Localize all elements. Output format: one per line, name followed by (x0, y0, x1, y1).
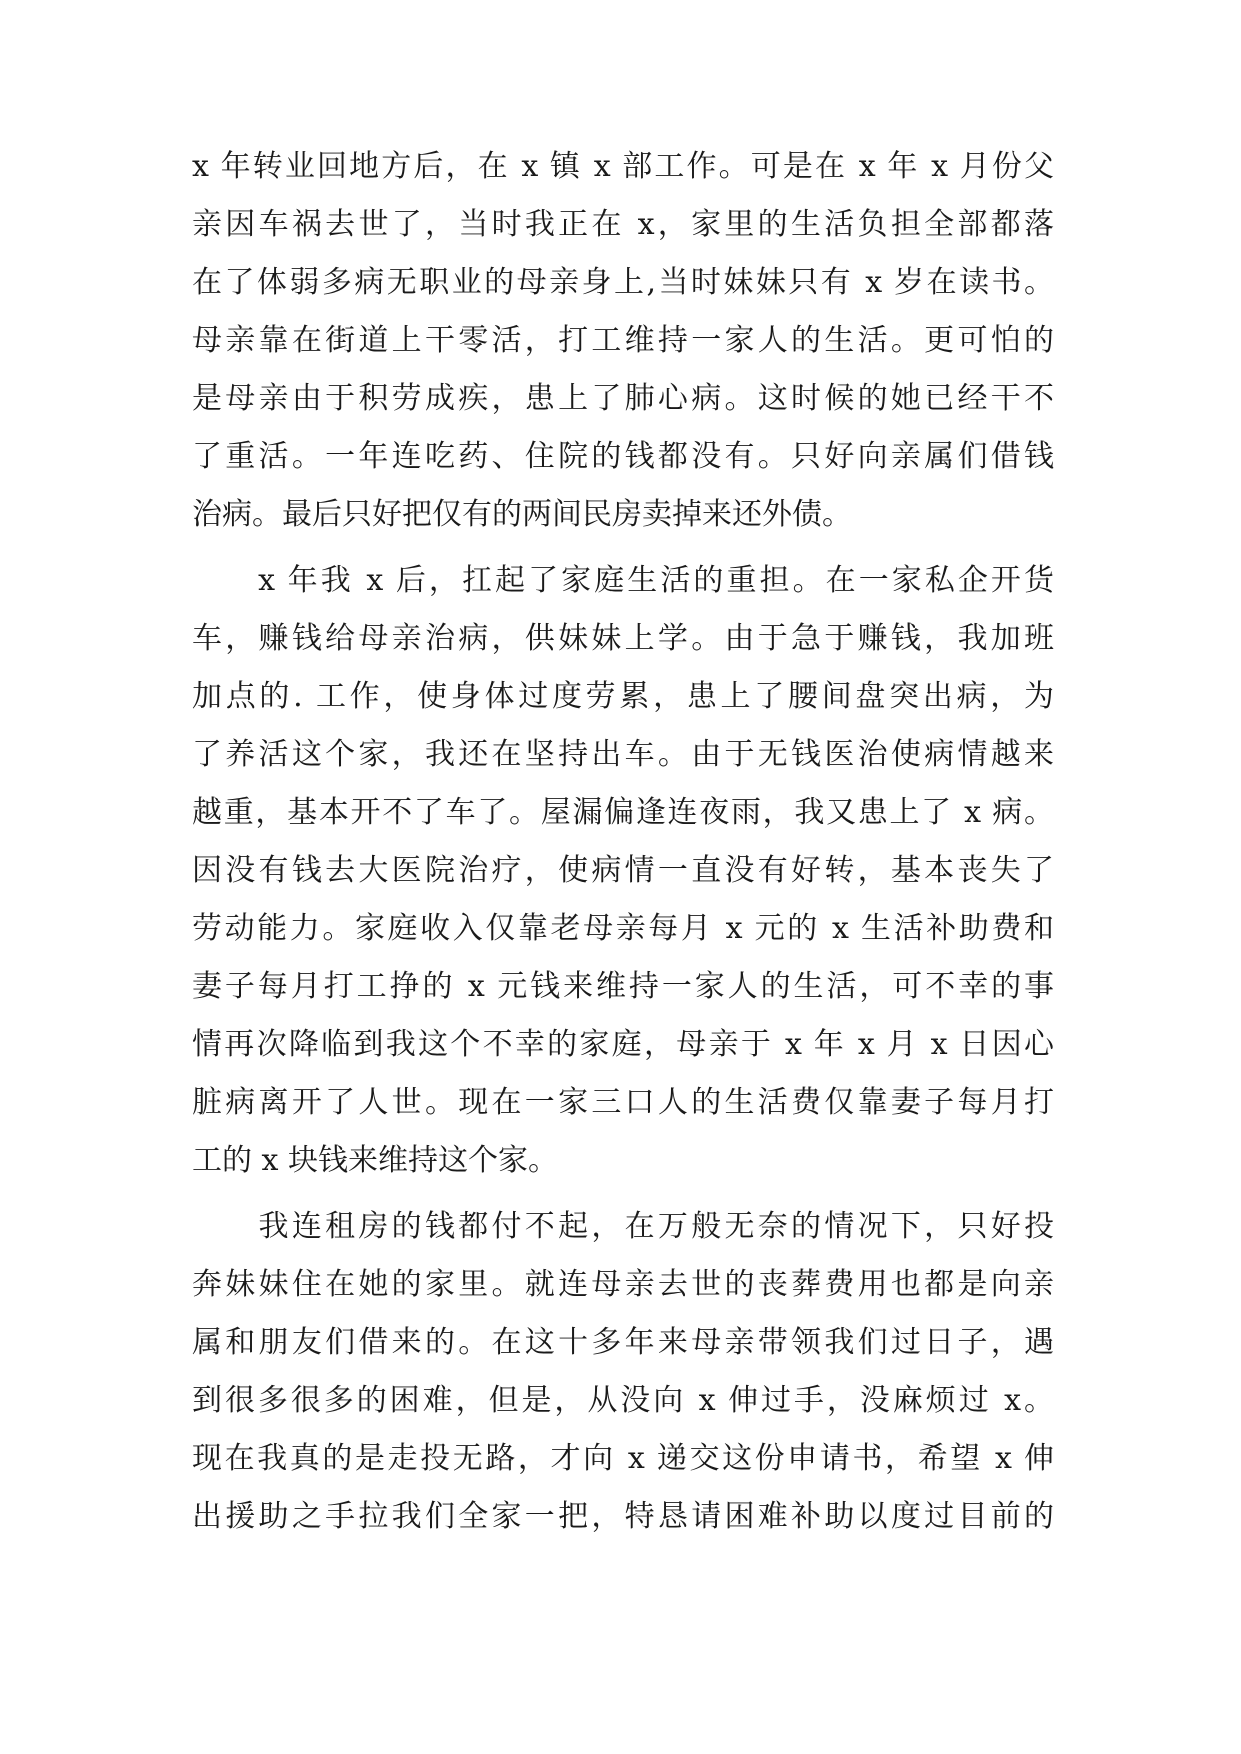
text-line: 是母亲由于积劳成疾，患上了肺心病。这时候的她已经干不 (192, 381, 1054, 416)
text-line: 属和朋友们借来的。在这十多年来母亲带领我们过日子，遇 (192, 1325, 1054, 1360)
paragraph-2 (192, 552, 1054, 1190)
text-line: 车，赚钱给母亲治病，供妹妹上学。由于急于赚钱，我加班 (192, 621, 1054, 656)
text-line: 在了体弱多病无职业的母亲身上,当时妹妹只有 x 岁在读书。 (192, 265, 1054, 300)
text-line: 因没有钱去大医院治疗，使病情一直没有好转，基本丧失了 (192, 853, 1054, 888)
text-line: x 年转业回地方后，在 x 镇 x 部工作。可是在 x 年 x 月份父 (192, 149, 1054, 184)
text-line: 现在我真的是走投无路，才向 x 递交这份申请书，希望 x 伸 (192, 1441, 1054, 1476)
paragraph-spacer (192, 544, 1054, 552)
text-line: 治病。最后只好把仅有的两间民房卖掉来还外债。 (192, 497, 852, 532)
text-line: x 年我 x 后，扛起了家庭生活的重担。在一家私企开货 (192, 563, 1054, 598)
paragraph-spacer (192, 1190, 1054, 1198)
text-line: 了重活。一年连吃药、住院的钱都没有。只好向亲属们借钱 (192, 439, 1054, 474)
text-line: 加点的. 工作，使身体过度劳累，患上了腰间盘突出病，为 (192, 679, 1054, 714)
text-line: 劳动能力。家庭收入仅靠老母亲每月 x 元的 x 生活补助费和 (192, 911, 1054, 946)
body-text (192, 138, 1054, 1546)
text-line: 越重，基本开不了车了。屋漏偏逢连夜雨，我又患上了 x 病。 (192, 795, 1054, 830)
text-line: 奔妹妹住在她的家里。就连母亲去世的丧葬费用也都是向亲 (192, 1267, 1054, 1302)
text-line: 工的 x 块钱来维持这个家。 (192, 1143, 558, 1178)
paragraph-1 (192, 138, 1054, 544)
text-line: 我连租房的钱都付不起，在万般无奈的情况下，只好投 (192, 1209, 1054, 1244)
text-line: 母亲靠在街道上干零活，打工维持一家人的生活。更可怕的 (192, 323, 1054, 358)
paragraph-3 (192, 1198, 1054, 1546)
text-line: 妻子每月打工挣的 x 元钱来维持一家人的生活，可不幸的事 (192, 969, 1054, 1004)
text-line: 情再次降临到我这个不幸的家庭，母亲于 x 年 x 月 x 日因心 (192, 1027, 1054, 1062)
text-line: 到很多很多的困难，但是，从没向 x 伸过手，没麻烦过 x。 (192, 1383, 1054, 1418)
text-line: 出援助之手拉我们全家一把，特恳请困难补助以度过目前的 (192, 1499, 1054, 1534)
text-line: 脏病离开了人世。现在一家三口人的生活费仅靠妻子每月打 (192, 1085, 1054, 1120)
text-line: 亲因车祸去世了，当时我正在 x，家里的生活负担全部都落 (192, 207, 1054, 242)
text-line: 了养活这个家，我还在坚持出车。由于无钱医治使病情越来 (192, 737, 1054, 772)
